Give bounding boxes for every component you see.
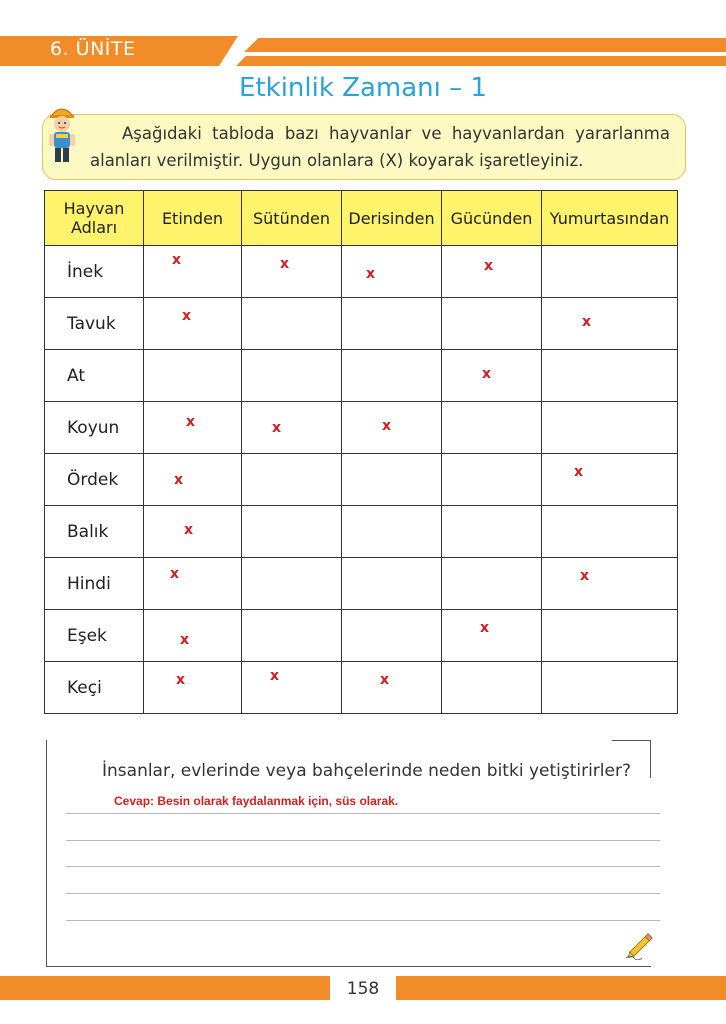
- writing-line: [66, 813, 660, 814]
- x-mark: x: [382, 418, 392, 434]
- mark-cell[interactable]: [342, 298, 442, 350]
- mark-cell[interactable]: [242, 350, 342, 402]
- mark-cell[interactable]: [542, 298, 678, 350]
- mark-cell[interactable]: [342, 402, 442, 454]
- question-text: İnsanlar, evlerinde veya bahçelerinde neden bitki yetiştirirler?: [102, 761, 631, 781]
- x-mark: x: [574, 464, 584, 480]
- mark-cell[interactable]: [442, 246, 542, 298]
- writing-line: [66, 866, 660, 867]
- x-mark: x: [582, 314, 592, 330]
- writing-line: [66, 893, 660, 894]
- question-box-corner-right: [650, 740, 651, 778]
- animal-name-cell: Keçi: [45, 662, 144, 714]
- mark-cell[interactable]: [442, 350, 542, 402]
- header-power: Gücünden: [442, 191, 542, 246]
- mark-cell[interactable]: [442, 610, 542, 662]
- x-mark: x: [174, 472, 184, 488]
- mark-cell[interactable]: [342, 506, 442, 558]
- mark-cell[interactable]: [144, 610, 242, 662]
- question-box-corner-top: [612, 740, 650, 741]
- mark-cell[interactable]: [442, 558, 542, 610]
- animal-name-cell: İnek: [45, 246, 144, 298]
- table-row: [45, 402, 678, 454]
- mark-cell[interactable]: [442, 402, 542, 454]
- table-row: [45, 506, 678, 558]
- x-mark: x: [176, 672, 186, 688]
- x-mark: x: [270, 668, 280, 684]
- mark-cell[interactable]: [242, 298, 342, 350]
- instruction-text: Aşağıdaki tabloda bazı hayvanlar ve hayvanlardan yararlanma alanları verilmiştir. Uygun olanlara (X) koyarak işaretleyiniz.: [90, 124, 670, 170]
- header-meat: Etinden: [144, 191, 242, 246]
- mark-cell[interactable]: [242, 454, 342, 506]
- table-row: [45, 350, 678, 402]
- footer-bar-right: [396, 976, 726, 1000]
- x-mark: x: [272, 420, 282, 436]
- header-stripe-lower: [236, 56, 726, 66]
- animal-name-cell: Balık: [45, 506, 144, 558]
- mark-cell[interactable]: [342, 558, 442, 610]
- mark-cell[interactable]: [542, 350, 678, 402]
- worker-character-icon: [46, 102, 78, 164]
- mark-cell[interactable]: [542, 506, 678, 558]
- x-mark: x: [366, 266, 376, 282]
- pencil-icon: [624, 930, 658, 960]
- page-title: Etkinlik Zamanı – 1: [239, 73, 487, 103]
- writing-line: [66, 840, 660, 841]
- x-mark: x: [580, 568, 590, 584]
- animal-name-cell: Eşek: [45, 610, 144, 662]
- mark-cell[interactable]: [242, 246, 342, 298]
- mark-cell[interactable]: [144, 454, 242, 506]
- x-mark: x: [186, 414, 196, 430]
- unit-label: 6. ÜNİTE: [50, 38, 136, 60]
- mark-cell[interactable]: [442, 454, 542, 506]
- x-mark: x: [172, 252, 182, 268]
- x-mark: x: [380, 672, 390, 688]
- mark-cell[interactable]: [342, 610, 442, 662]
- mark-cell[interactable]: [342, 350, 442, 402]
- header-milk: Sütünden: [242, 191, 342, 246]
- mark-cell[interactable]: [242, 610, 342, 662]
- mark-cell[interactable]: [342, 662, 442, 714]
- table-row: [45, 454, 678, 506]
- animal-name-cell: Koyun: [45, 402, 144, 454]
- header-egg: Yumurtasından: [542, 191, 678, 246]
- animal-name-cell: At: [45, 350, 144, 402]
- footer-bar-left: [0, 976, 330, 1000]
- animal-name-cell: Hindi: [45, 558, 144, 610]
- mark-cell[interactable]: [342, 246, 442, 298]
- x-mark: x: [180, 632, 190, 648]
- page-number: 158: [346, 979, 380, 999]
- mark-cell[interactable]: [144, 246, 242, 298]
- mark-cell[interactable]: [542, 246, 678, 298]
- mark-cell[interactable]: [542, 662, 678, 714]
- mark-cell[interactable]: [144, 350, 242, 402]
- mark-cell[interactable]: [144, 506, 242, 558]
- mark-cell[interactable]: [542, 402, 678, 454]
- mark-cell[interactable]: [144, 662, 242, 714]
- table-header-row: [45, 191, 678, 246]
- table-row: [45, 558, 678, 610]
- x-mark: x: [184, 522, 194, 538]
- x-mark: x: [182, 308, 192, 324]
- mark-cell[interactable]: [442, 506, 542, 558]
- mark-cell[interactable]: [144, 402, 242, 454]
- mark-cell[interactable]: [242, 402, 342, 454]
- animal-name-cell: Tavuk: [45, 298, 144, 350]
- mark-cell[interactable]: [442, 298, 542, 350]
- writing-line: [66, 920, 660, 921]
- mark-cell[interactable]: [242, 506, 342, 558]
- animal-name-cell: Ördek: [45, 454, 144, 506]
- header-stripe: [244, 38, 726, 52]
- mark-cell[interactable]: [442, 662, 542, 714]
- mark-cell[interactable]: [542, 558, 678, 610]
- x-mark: x: [480, 620, 490, 636]
- table-row: [45, 662, 678, 714]
- header-animal-names: Hayvan Adları: [45, 191, 144, 246]
- mark-cell[interactable]: [242, 558, 342, 610]
- x-mark: x: [484, 258, 494, 274]
- mark-cell[interactable]: [542, 454, 678, 506]
- answer-text: Cevap: Besin olarak faydalanmak için, süs olarak.: [114, 794, 399, 808]
- x-mark: x: [280, 256, 290, 272]
- mark-cell[interactable]: [144, 558, 242, 610]
- animal-usage-table: [44, 190, 678, 714]
- table-row: [45, 246, 678, 298]
- mark-cell[interactable]: [342, 454, 442, 506]
- table-row: [45, 298, 678, 350]
- table-row: [45, 610, 678, 662]
- x-mark: x: [170, 566, 180, 582]
- mark-cell[interactable]: [242, 662, 342, 714]
- mark-cell[interactable]: [542, 610, 678, 662]
- x-mark: x: [482, 366, 492, 382]
- mark-cell[interactable]: [144, 298, 242, 350]
- header-skin: Derisinden: [342, 191, 442, 246]
